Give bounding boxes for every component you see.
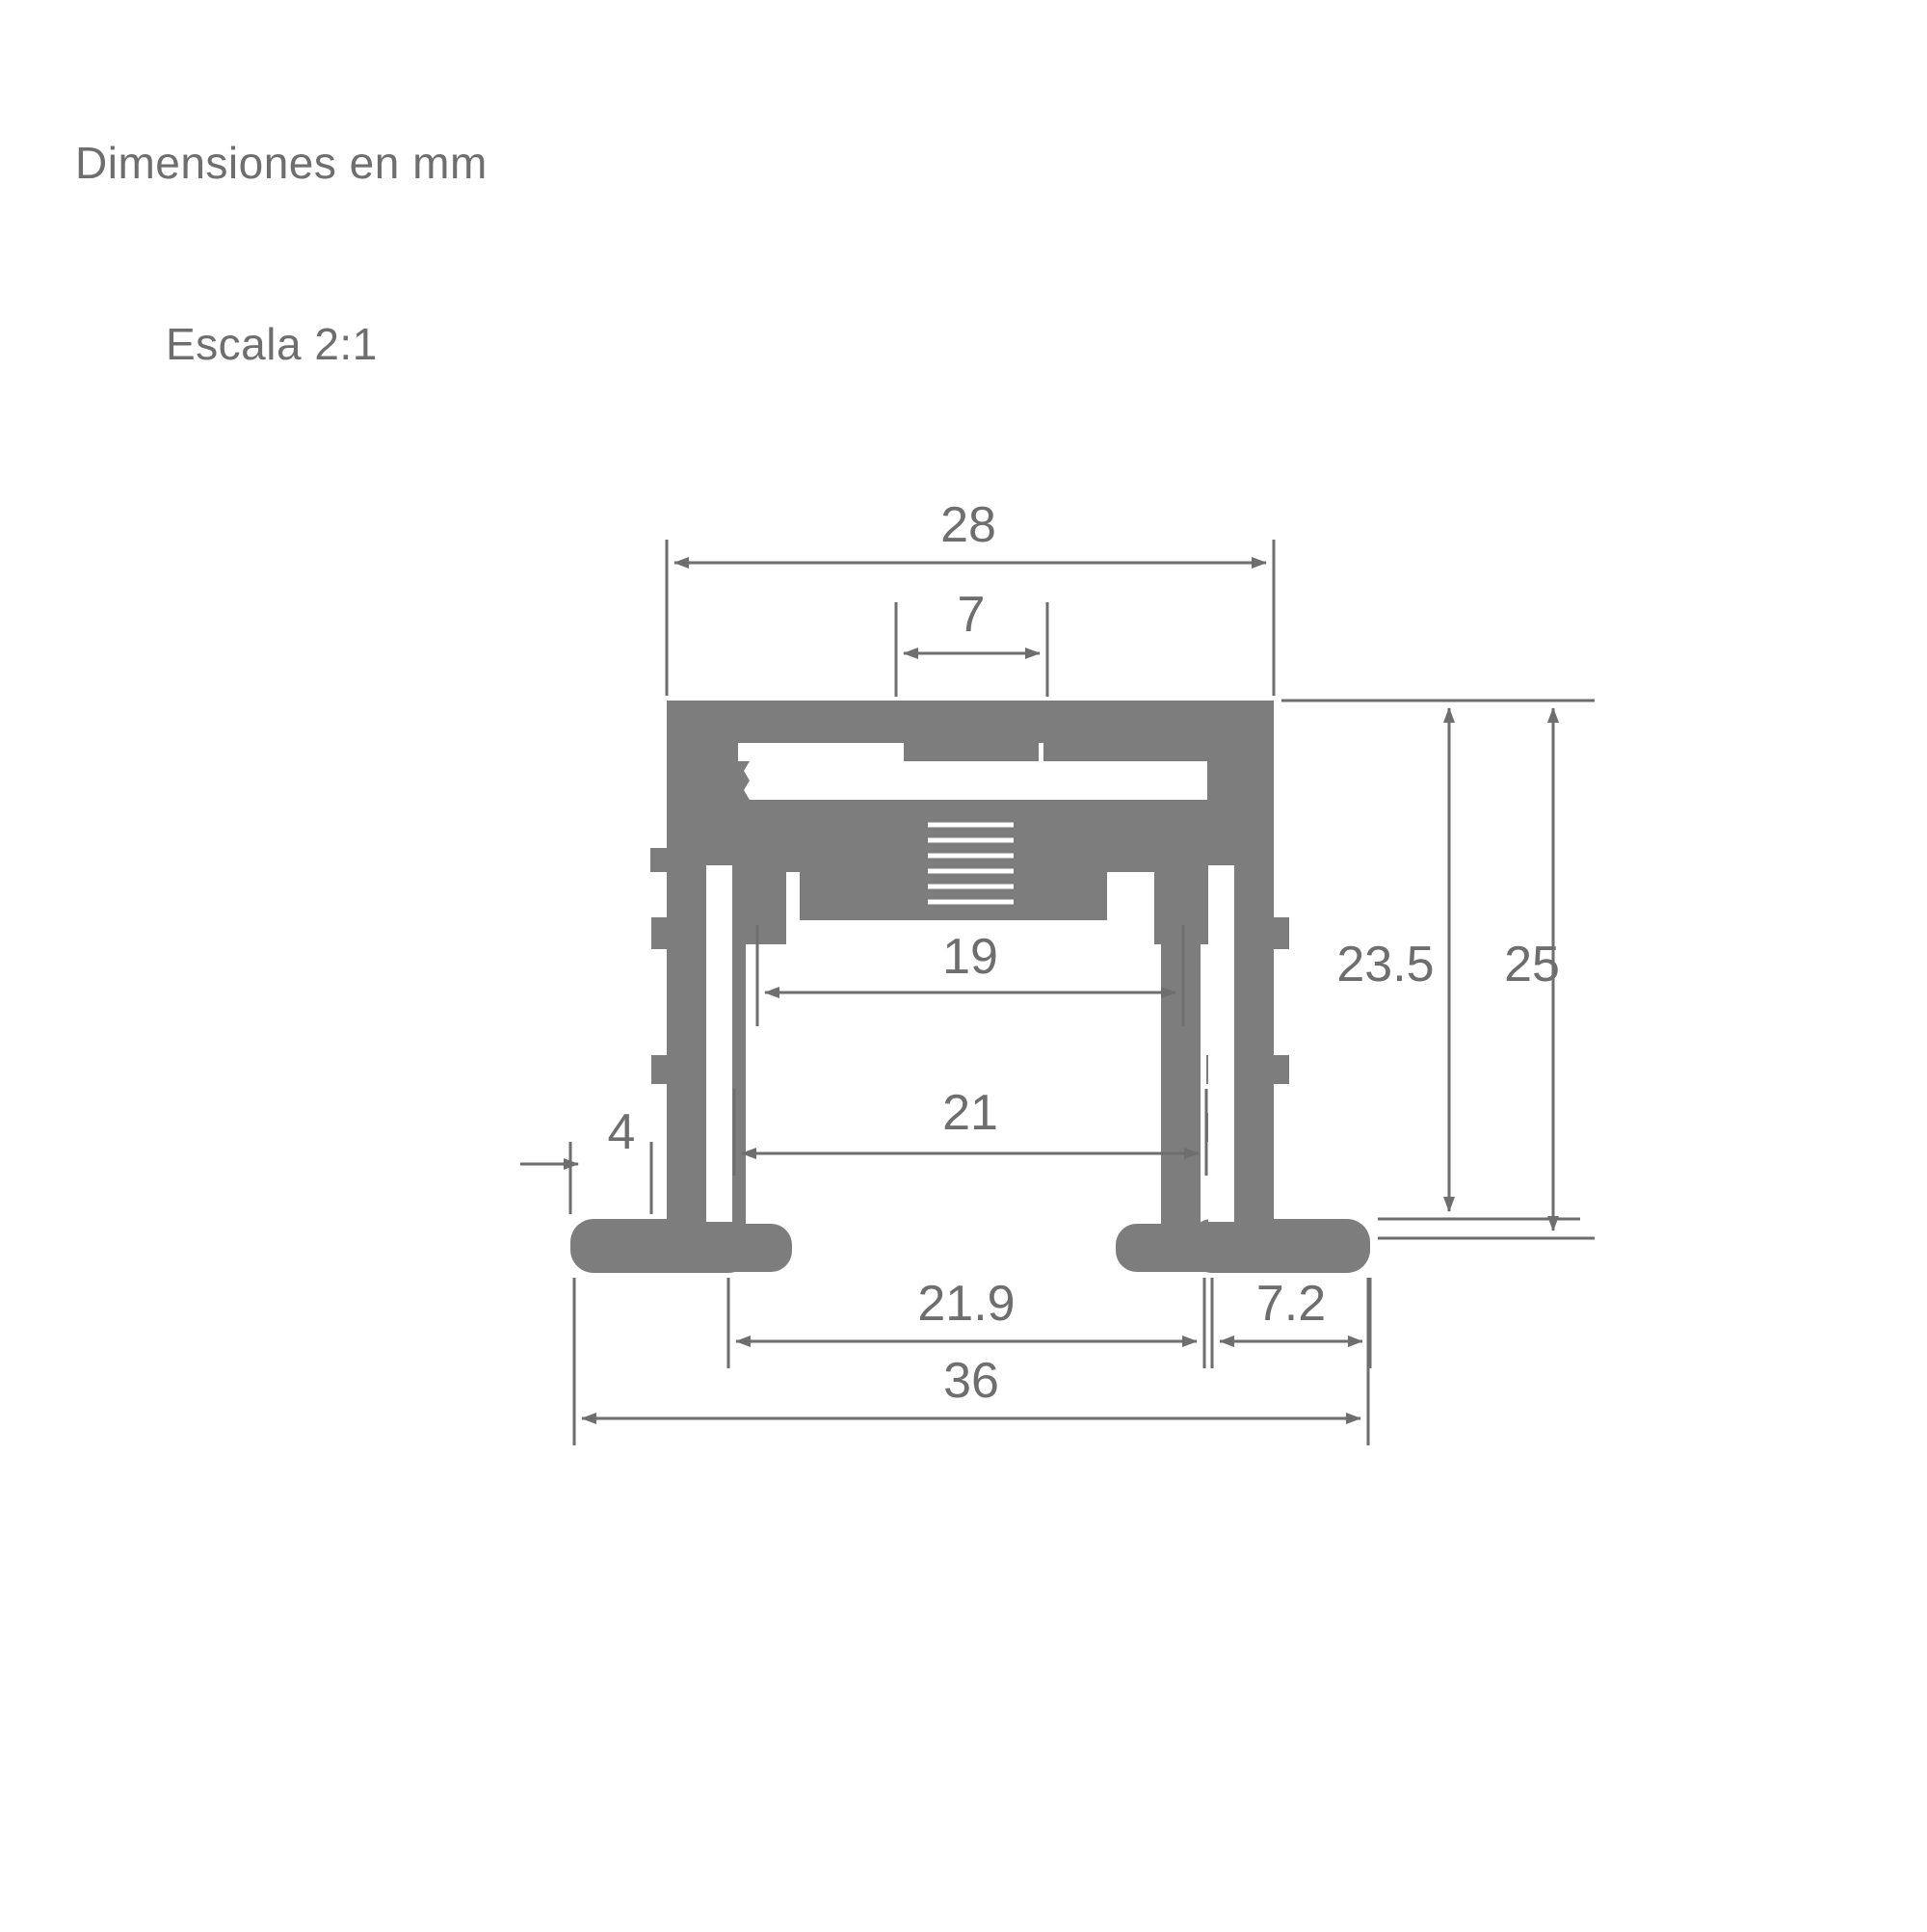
dimension-label-slot-7: 7 <box>957 587 986 643</box>
dimension-label-height-25: 25 <box>1504 937 1560 992</box>
dimension-label-flange-7-2: 7.2 <box>1255 1276 1327 1332</box>
dimension-label-base-21-9: 21.9 <box>917 1276 1016 1332</box>
dimension-label-wall-4: 4 <box>607 1104 636 1160</box>
dimensions-unit-note: Dimensiones en mm <box>75 138 488 188</box>
screw-thread-gaps <box>933 827 1008 834</box>
dimension-label-inner-19: 19 <box>942 929 998 985</box>
dimension-label-height-23-5: 23.5 <box>1336 937 1435 992</box>
dimension-label-overall-36: 36 <box>943 1353 999 1409</box>
screw-boss <box>920 807 1026 917</box>
scale-note: Escala 2:1 <box>166 319 378 369</box>
profile-cross-section-shape <box>570 701 1370 1273</box>
dimension-label-width-28: 28 <box>940 497 996 553</box>
dimension-label-inner-21: 21 <box>942 1085 998 1141</box>
